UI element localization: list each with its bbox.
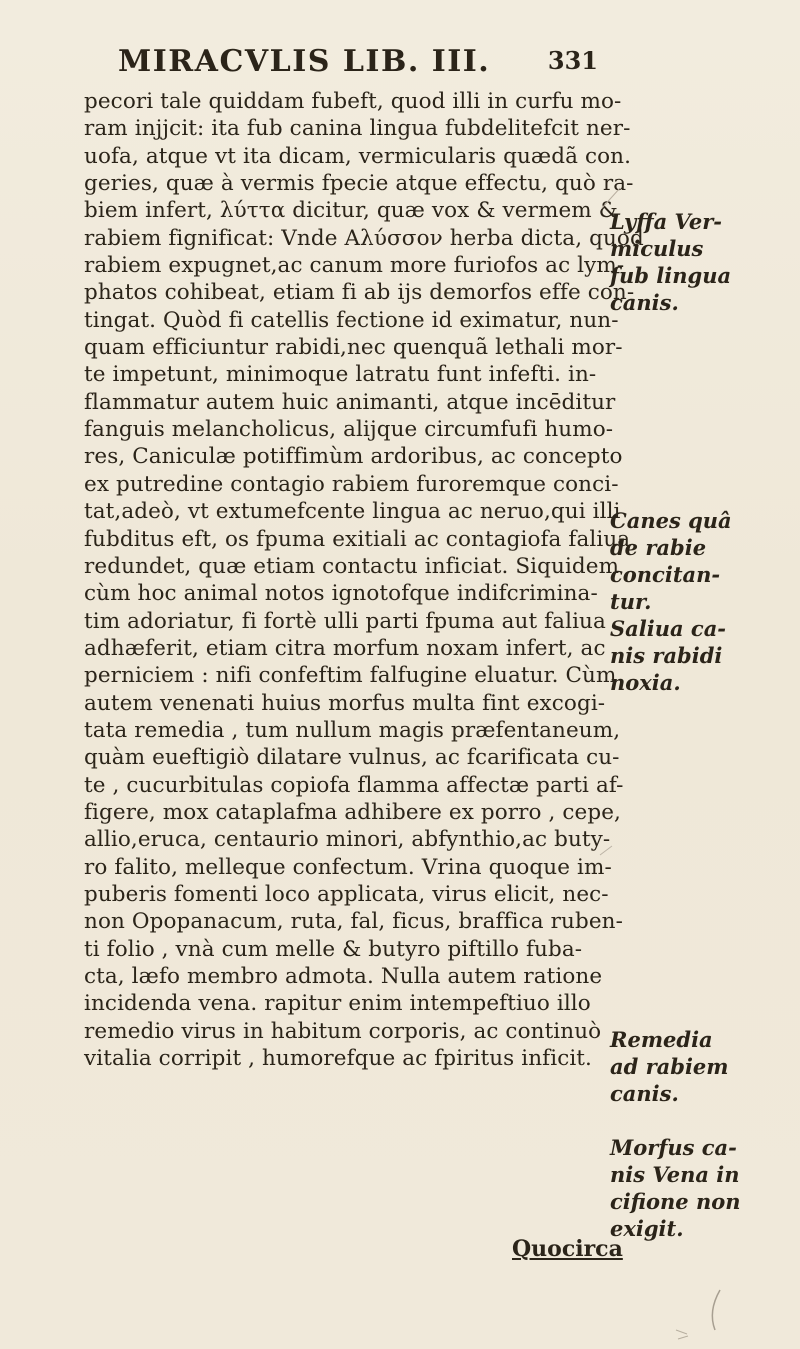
marginal-note-line: ad rabiem bbox=[610, 1054, 729, 1079]
running-title: MIRACVLIS LIB. III. bbox=[118, 44, 491, 79]
text-line: pecori tale quiddam fubeft, quod illi in curfu mo- bbox=[84, 89, 622, 114]
marginal-note-line: cifione non bbox=[610, 1189, 741, 1214]
text-line: quam efficiuntur rabidi,nec quenquã lethali mor- bbox=[84, 335, 623, 361]
text-line: ram injjcit: ita fub canina lingua fubdelitefcit ner- bbox=[84, 116, 631, 142]
marginal-note-line: exigit. bbox=[610, 1216, 684, 1241]
text-line: vitalia corripit , humorefque ac fpiritus inficit. bbox=[84, 1046, 592, 1072]
text-line: fanguis melancholicus, alijque circumfufi humo- bbox=[84, 417, 614, 443]
text-line: geries, quæ à vermis fpecie atque effectu, quò ra- bbox=[84, 171, 634, 197]
text-line: fubditus eft, os fpuma exitiali ac contagiofa faliua bbox=[84, 526, 631, 552]
marginal-note-line: Lyffa Ver- bbox=[610, 209, 723, 234]
marginal-note-line: canis. bbox=[610, 290, 679, 315]
marginal-note-line: fub lingua bbox=[610, 263, 732, 288]
text-line: redundet, quæ etiam contactu inficiat. Siquidem bbox=[84, 553, 620, 579]
marginal-note-line: Morfus ca- bbox=[610, 1135, 737, 1160]
text-line: res, Caniculæ potiffimùm ardoribus, ac concepto bbox=[84, 444, 623, 470]
page-header bbox=[118, 44, 598, 84]
marginal-note-line: concitan- bbox=[610, 562, 721, 587]
text-line: tat,adeò, vt extumefcente lingua ac neruo,qui illi bbox=[84, 499, 621, 525]
text-line: allio,eruca, centaurio minori, abfynthio,ac buty- bbox=[84, 827, 611, 853]
text-line: ti folio , vnà cum melle & butyro piftillo fuba- bbox=[84, 936, 583, 962]
text-line: te impetunt, minimoque latratu funt infefti. in- bbox=[84, 362, 597, 388]
marginal-note-line: Canes quâ bbox=[610, 508, 732, 533]
marginal-note-line: nis Vena in bbox=[610, 1162, 740, 1187]
main-text-block bbox=[84, 88, 644, 1072]
text-line: rabiem fignificat: Vnde Αλύσσον herba dicta, quod bbox=[84, 225, 644, 251]
text-line: ex putredine contagio rabiem furoremque conci- bbox=[84, 471, 619, 497]
text-line: puberis fomenti loco applicata, virus elicit, nec- bbox=[84, 881, 609, 907]
text-line: rabiem expugnet,ac canum more furiofos ac lym- bbox=[84, 253, 625, 279]
text-line: autem venenati huius morfus multa fint excogi- bbox=[84, 690, 606, 716]
text-line: flammatur autem huic animanti, atque incēditur bbox=[84, 389, 616, 415]
text-line: cùm hoc animal notos ignotofque indifcrimina- bbox=[84, 581, 598, 607]
text-line: phatos cohibeat, etiam fi ab ijs demorfos effe con- bbox=[84, 280, 635, 306]
text-line: remedio virus in habitum corporis, ac continuò bbox=[84, 1018, 602, 1044]
text-line: non Opopanacum, ruta, fal, ficus, braffica ruben- bbox=[84, 909, 623, 935]
text-line: cta, læfo membro admota. Nulla autem ratione bbox=[84, 964, 603, 989]
text-line: adhæferit, etiam citra morfum noxam infert, ac bbox=[84, 635, 606, 661]
text-line: uofa, atque vt ita dicam, vermicularis quædã con. bbox=[84, 143, 632, 169]
text-line: tim adoriatur, fi fortè ulli parti fpuma aut faliua bbox=[84, 608, 606, 634]
text-line: tingat. Quòd fi catellis fectione id eximatur, nun- bbox=[84, 307, 619, 333]
marginal-note-line: canis. bbox=[610, 1081, 679, 1106]
text-line: quàm eueftigiò dilatare vulnus, ac fcarificata cu- bbox=[84, 745, 620, 771]
text-line: tata remedia , tum nullum magis præfentaneum, bbox=[84, 717, 621, 743]
marginal-note-line: Remedia bbox=[610, 1027, 713, 1052]
page-number: 331 bbox=[547, 46, 598, 75]
marginal-note-line: de rabie bbox=[610, 535, 707, 560]
text-line: perniciem : nifi confeftim falfugine eluatur. Cùm bbox=[84, 663, 617, 689]
text-line: te , cucurbitulas copiofa flamma affectæ parti af- bbox=[84, 772, 624, 798]
marginal-note-line: miculus bbox=[610, 236, 704, 261]
text-line: figere, mox cataplafma adhibere ex porro , cepe, bbox=[84, 799, 621, 825]
catchword: Quocirca bbox=[512, 1236, 623, 1262]
text-line: incidenda vena. rapitur enim intempeftiuo illo bbox=[84, 991, 591, 1017]
text-line: biem infert, λύττα dicitur, quæ vox & vermem & bbox=[84, 198, 618, 224]
marginal-note-line: Saliua ca- bbox=[610, 616, 727, 641]
pencil-mark bbox=[678, 1336, 688, 1339]
pencil-mark bbox=[712, 1290, 720, 1330]
marginal-note-line: noxia. bbox=[610, 670, 681, 695]
marginal-note-line: nis rabidi bbox=[610, 643, 723, 668]
marginal-note-line: tur. bbox=[610, 589, 652, 614]
text-line: ro falito, melleque confectum. Vrina quoque im- bbox=[84, 854, 612, 880]
pencil-mark bbox=[676, 1330, 687, 1334]
